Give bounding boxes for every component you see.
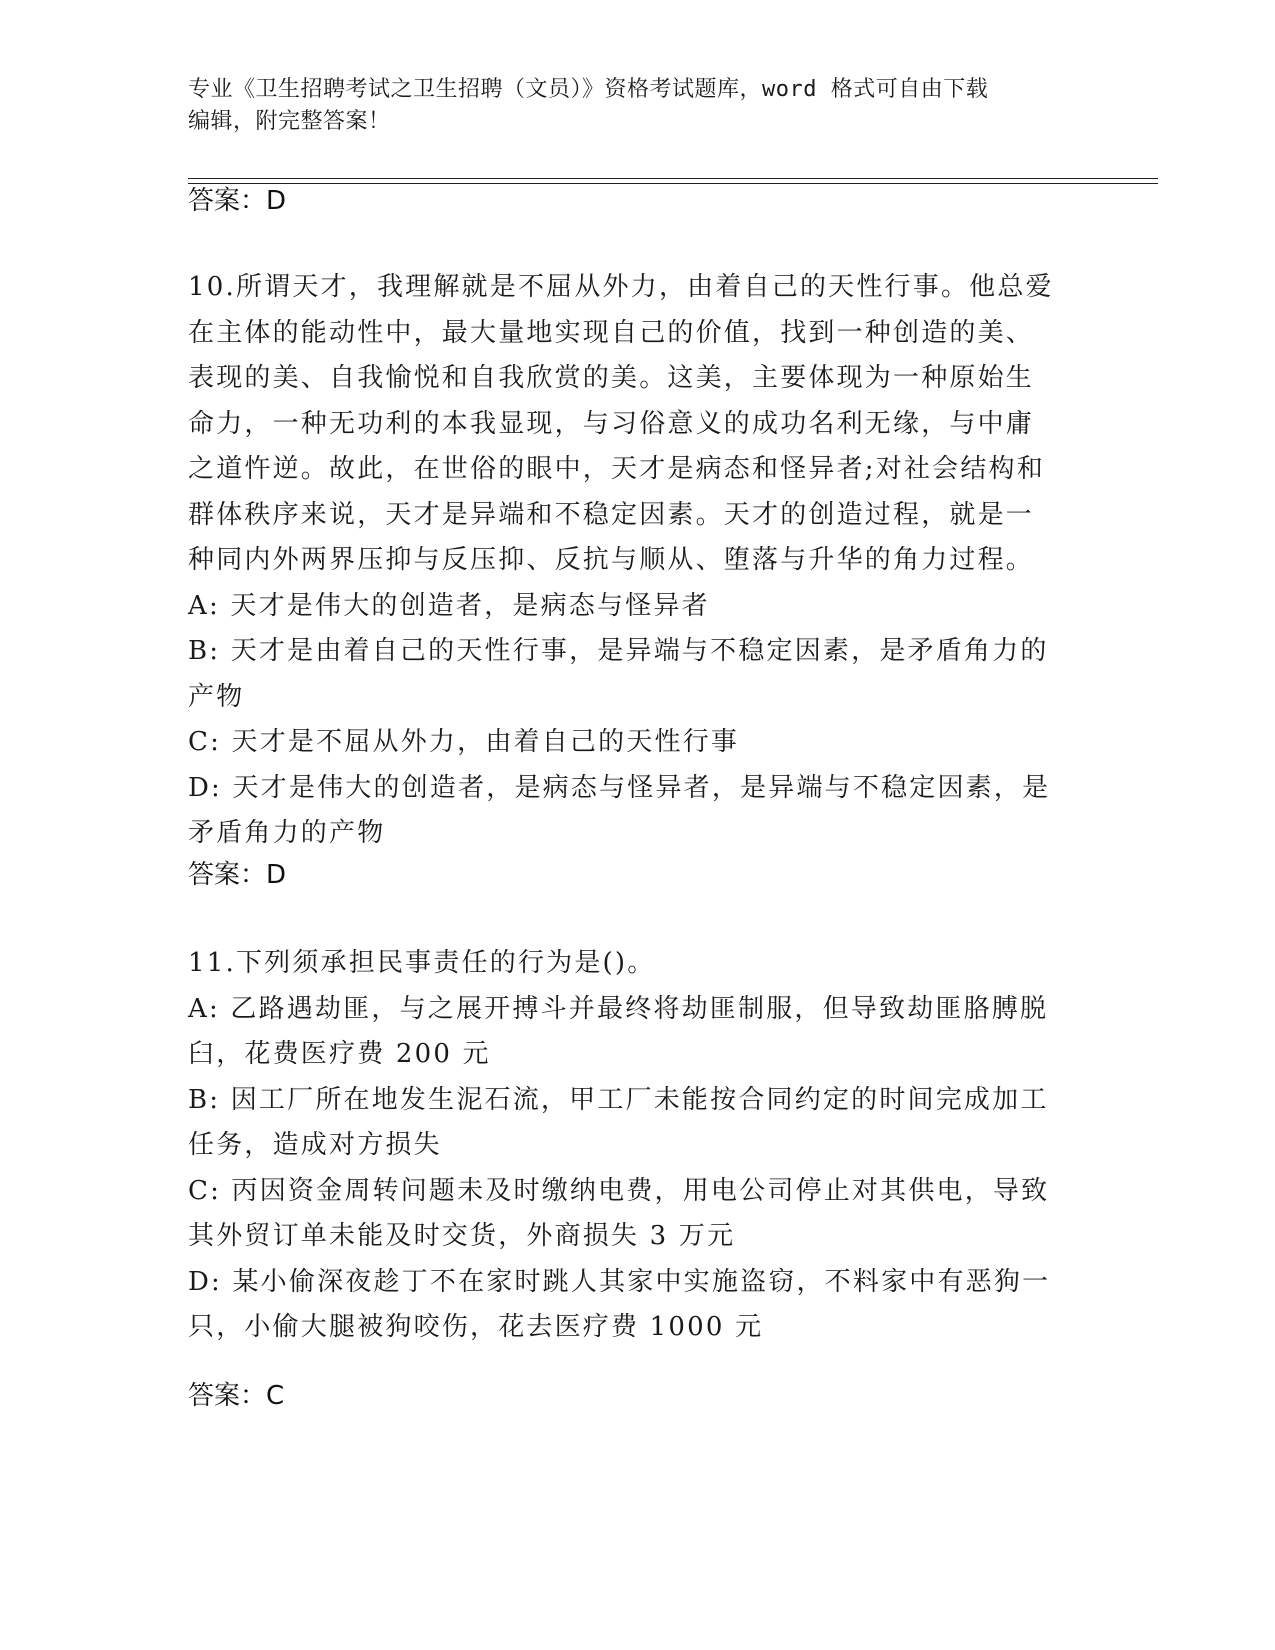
question-10-line-3: 表现的美、自我愉悦和自我欣赏的美。这美，主要体现为一种原始生 [188, 363, 1035, 393]
question-11-stem: 11.下列须承担民事责任的行为是()。 [188, 948, 656, 978]
question-11-option-b-cont: 任务，造成对方损失 [188, 1130, 442, 1160]
question-10-option-d-cont: 矛盾角力的产物 [188, 818, 386, 848]
header-line-1: 专业《卫生招聘考试之卫生招聘（文员）》资格考试题库，word 格式可自由下载 [188, 77, 989, 102]
question-10-line-4: 命力，一种无功利的本我显现，与习俗意义的成功名利无缘，与中庸 [188, 408, 1035, 439]
question-11-option-a-cont: 臼，花费医疗费 200 元 [188, 1039, 491, 1069]
question-10-option-c: C: 天才是不屈从外力，由着自己的天性行事 [188, 727, 740, 757]
question-10-line-7: 种同内外两界压抑与反压抑、反抗与顺从、堕落与升华的角力过程。 [188, 545, 1035, 575]
question-11-answer: 答案：C [188, 1381, 285, 1411]
question-10-option-d: D: 天才是伟大的创造者，是病态与怪异者，是异端与不稳定因素，是 [188, 772, 1051, 803]
question-11-option-c-cont: 其外贸订单未能及时交货，外商损失 3 万元 [188, 1221, 736, 1251]
header-rule-bottom [188, 183, 1158, 184]
header-rule-top [188, 178, 1158, 179]
question-10-option-b-cont: 产物 [188, 681, 245, 712]
question-11-option-b: B: 因工厂所在地发生泥石流，甲工厂未能按合同约定的时间完成加工 [188, 1084, 1049, 1115]
question-10-option-b: B: 天才是由着自己的天性行事，是异端与不稳定因素，是矛盾角力的 [188, 636, 1049, 666]
header-line-2: 编辑，附完整答案！ [188, 109, 391, 134]
question-11-option-c: C: 丙因资金周转问题未及时缴纳电费，用电公司停止对其供电，导致 [188, 1175, 1050, 1206]
question-10-answer: 答案：D [188, 860, 287, 890]
question-10-line-1: 10.所谓天才，我理解就是不屈从外力，由着自己的天性行事。他总爱 [188, 272, 1054, 302]
question-11 [188, 941, 1088, 1351]
question-11-option-d: D: 某小偷深夜趁丁不在家时跳人其家中实施盗窃，不料家中有恶狗一 [188, 1266, 1051, 1297]
question-10-line-6: 群体秩序来说，天才是异端和不稳定因素。天才的创造过程，就是一 [188, 499, 1035, 530]
answer-previous: 答案：D [188, 186, 287, 216]
question-10-line-2: 在主体的能动性中，最大量地实现自己的价值，找到一种创造的美、 [188, 317, 1035, 348]
question-10-option-a: A: 天才是伟大的创造者，是病态与怪异者 [188, 590, 710, 621]
question-10-line-5: 之道忤逆。故此，在世俗的眼中，天才是病态和怪异者;对社会结构和 [188, 454, 1045, 484]
question-11-option-a: A: 乙路遇劫匪，与之展开搏斗并最终将劫匪制服，但导致劫匪胳膊脱 [188, 993, 1049, 1024]
question-10 [188, 265, 1088, 857]
page-header [188, 74, 1068, 138]
question-11-option-d-cont: 只，小偷大腿被狗咬伤，花去医疗费 1000 元 [188, 1312, 764, 1342]
